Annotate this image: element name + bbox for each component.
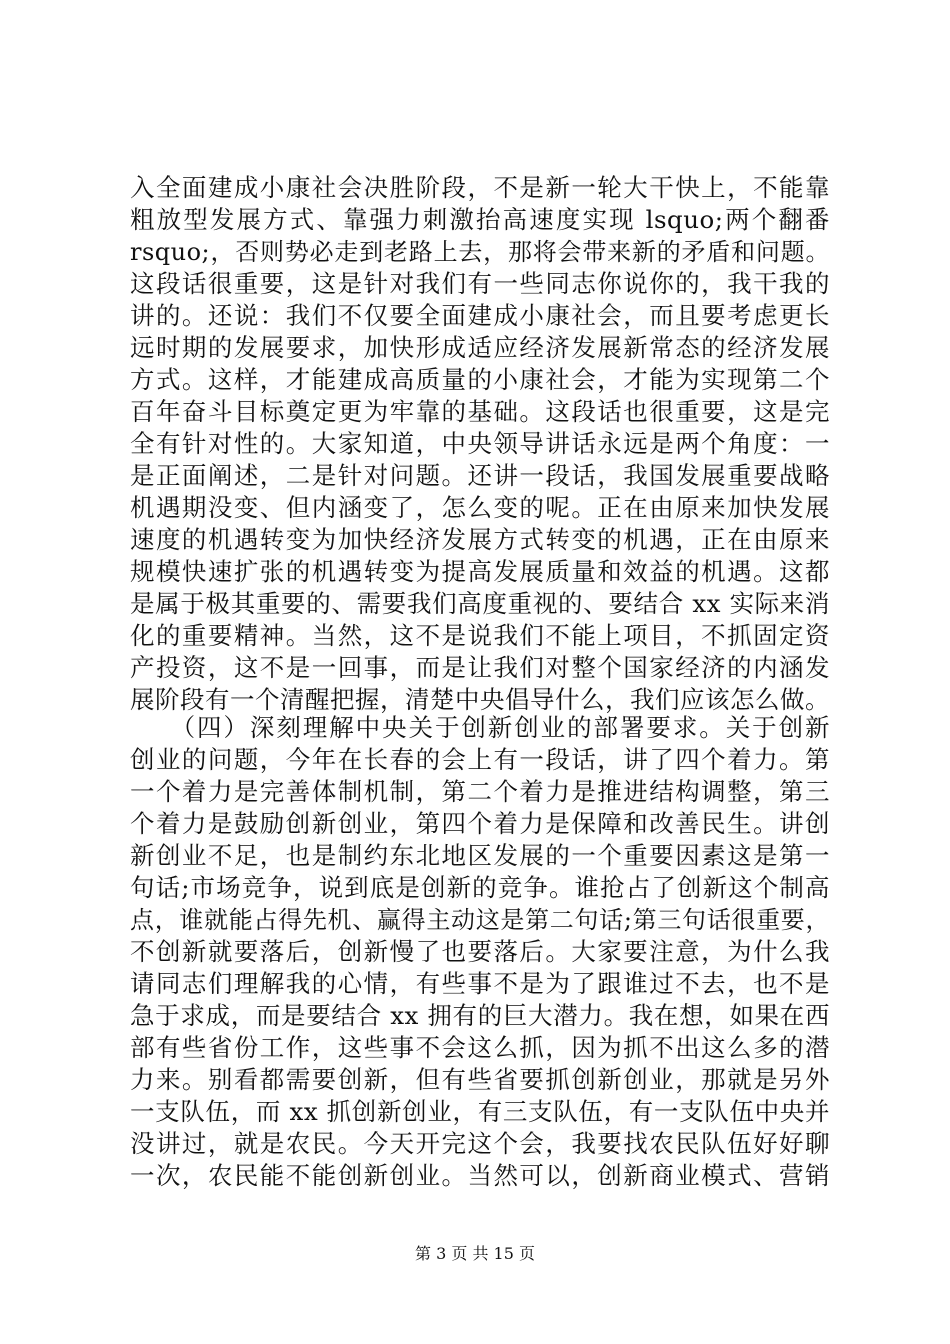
text-line: 一个着力是完善体制机制，第二个着力是推进结构调整，第三 [130, 777, 830, 806]
text-line: （四）深刻理解中央关于创新创业的部署要求。关于创新 [130, 713, 830, 742]
text-line: 速度的机遇转变为加快经济发展方式转变的机遇，正在由原来 [130, 525, 830, 554]
text-line: 规模快速扩张的机遇转变为提高发展质量和效益的机遇。这都 [130, 557, 830, 586]
text-line: 百年奋斗目标奠定更为牢靠的基础。这段话也很重要，这是完 [130, 397, 830, 426]
text-line: 远时期的发展要求，加快形成适应经济发展新常态的经济发展 [130, 333, 830, 362]
text-line: 一支队伍，而 xx 抓创新创业，有三支队伍，有一支队伍中央并 [130, 1097, 830, 1126]
text-line: 句话;市场竞争，说到底是创新的竞争。谁抢占了创新这个制高 [130, 873, 830, 902]
text-line: 是属于极其重要的、需要我们高度重视的、要结合 xx 实际来消 [130, 589, 830, 618]
paragraph-2 [130, 712, 830, 1192]
text-line: 个着力是鼓励创新创业，第四个着力是保障和改善民生。讲创 [130, 809, 830, 838]
text-line: 新创业不足，也是制约东北地区发展的一个重要因素这是第一 [130, 841, 830, 870]
text-line: 化的重要精神。当然，这不是说我们不能上项目，不抓固定资 [130, 621, 830, 650]
page-footer: 第 3 页 共 15 页 [415, 1244, 535, 1263]
text-line: 全有针对性的。大家知道，中央领导讲话永远是两个角度：一 [130, 429, 830, 458]
text-line: 展阶段有一个清醒把握，清楚中央倡导什么，我们应该怎么做。 [130, 685, 830, 714]
text-line: 产投资，这不是一回事，而是让我们对整个国家经济的内涵发 [130, 653, 830, 682]
text-line: 创业的问题，今年在长春的会上有一段话，讲了四个着力。第 [130, 745, 830, 774]
text-line: 点，谁就能占得先机、赢得主动这是第二句话;第三句话很重要， [130, 906, 830, 934]
text-line: rsquo;，否则势必走到老路上去，那将会带来新的矛盾和问题。 [130, 238, 830, 266]
text-line: 力来。别看都需要创新，但有些省要抓创新创业，那就是另外 [130, 1065, 830, 1094]
text-line: 一次，农民能不能创新创业。当然可以，创新商业模式、营销 [130, 1161, 830, 1190]
text-line: 讲的。还说：我们不仅要全面建成小康社会，而且要考虑更长 [130, 301, 830, 330]
text-line: 粗放型发展方式、靠强力刺激抬高速度实现 lsquo;两个翻番 [130, 205, 830, 234]
text-line: 入全面建成小康社会决胜阶段，不是新一轮大干快上，不能靠 [130, 173, 830, 202]
paragraph-1 [130, 172, 830, 716]
text-line: 是正面阐述，二是针对问题。还讲一段话，我国发展重要战略 [130, 461, 830, 490]
text-line: 方式。这样，才能建成高质量的小康社会，才能为实现第二个 [130, 365, 830, 394]
text-line: 部有些省份工作，这些事不会这么抓，因为抓不出这么多的潜 [130, 1033, 830, 1062]
text-line: 机遇期没变、但内涵变了，怎么变的呢。正在由原来加快发展 [130, 493, 830, 522]
text-line: 请同志们理解我的心情，有些事不是为了跟谁过不去，也不是 [130, 969, 830, 998]
text-line: 没讲过，就是农民。今天开完这个会，我要找农民队伍好好聊 [130, 1129, 830, 1158]
text-line: 不创新就要落后，创新慢了也要落后。大家要注意，为什么我 [130, 937, 830, 966]
text-line: 这段话很重要，这是针对我们有一些同志你说你的，我干我的 [130, 269, 830, 298]
text-line: 急于求成，而是要结合 xx 拥有的巨大潜力。我在想，如果在西 [130, 1001, 830, 1030]
